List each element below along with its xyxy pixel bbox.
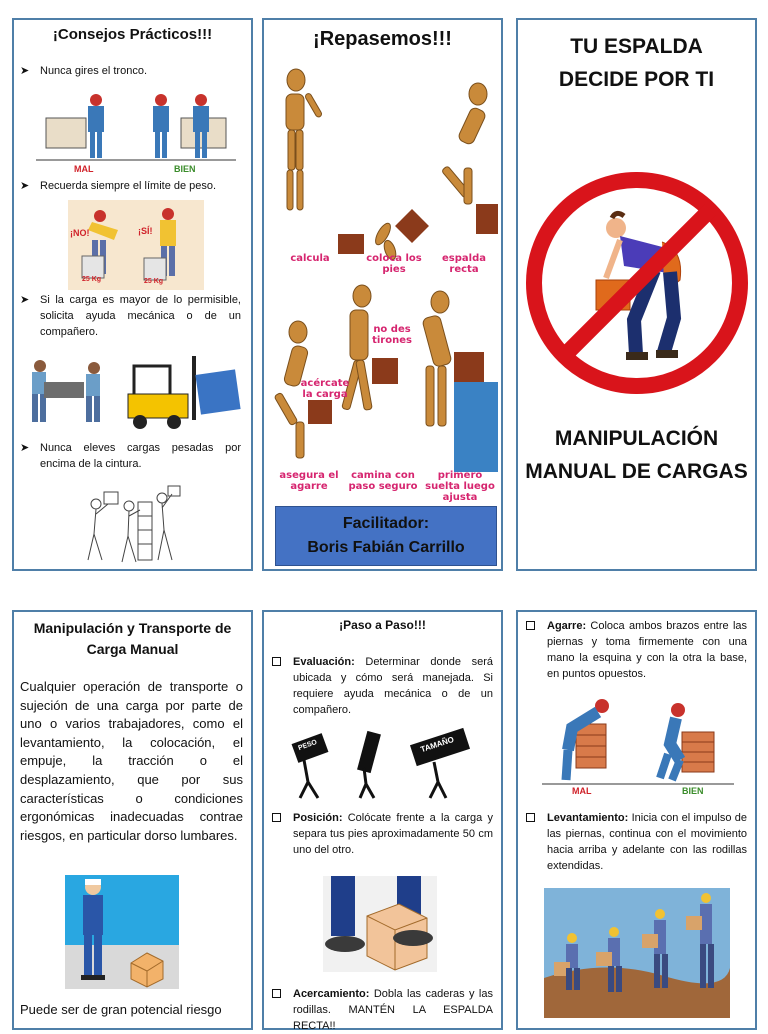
tip-item [20, 292, 241, 340]
step-text [547, 810, 747, 874]
tip-text: Si la carga es mayor de lo permisible, solicita ayuda mecánica o de un compañero. [40, 294, 241, 338]
step-text [293, 986, 493, 1034]
review-label-calcula: calcula [290, 253, 330, 264]
step-item [272, 654, 493, 718]
review-label-camina: camina con paso seguro [348, 470, 418, 492]
bien-label: BIEN [682, 786, 704, 796]
definition-text: Cualquier operación de transporte o sujeción de una carga por parte de uno o varios trabajadores, como el levantamiento, la colocación, el empuje, la tracción o el desplazamiento, que por sus características o condiciones ergonómicas inadecuadas contrae riesgos, en particular dorso lumbares. [20, 679, 243, 843]
step-item [272, 986, 493, 1034]
lifting-sequence-illustration [544, 888, 730, 1018]
tip-text: Nunca gires el tronco. [40, 65, 147, 77]
facilitador-box [275, 506, 497, 566]
arrow-bullet-icon: ➤ [20, 180, 30, 192]
step-text [293, 654, 493, 718]
panel-paso-a-paso [262, 610, 503, 1030]
review-label-espalda: espalda recta [442, 253, 486, 275]
step-body: Determinar donde será ubicada y cómo será manejada. Si requiere ayuda mecánica o de un compañero. [293, 656, 493, 716]
review-label-acercate: acércate la carga [300, 378, 350, 400]
arrow-bullet-icon: ➤ [20, 294, 30, 306]
footer-text: Puede ser de gran potencial riesgo [20, 1002, 222, 1017]
tip-item [20, 178, 241, 194]
bien-label: BIEN [174, 164, 196, 174]
peso-sign-label: PESO [297, 738, 319, 753]
facilitador-label: Facilitador: [342, 515, 430, 532]
review-label-asegura: asegura el agarre [279, 470, 339, 492]
checkbox-bullet-icon [272, 657, 281, 666]
grip-comparison-illustration [542, 694, 734, 794]
feet-position-illustration [323, 876, 437, 972]
panel-title: Manipulación y Transporte de Carga Manual [33, 620, 232, 657]
mal-label: MAL [572, 786, 592, 796]
step-label: Posición: [293, 812, 343, 824]
weight-label: 25 Kg [144, 278, 164, 285]
step-item [526, 810, 747, 874]
checkbox-bullet-icon [526, 621, 535, 630]
panel-definicion [12, 610, 253, 1030]
facilitador-name: Boris Fabián Carrillo [307, 539, 465, 556]
tip-item [20, 440, 241, 472]
weight-label: 25 Kg [82, 276, 102, 283]
tip-text: Nunca eleves cargas pesadas por encima de la cintura. [40, 442, 241, 470]
review-label-primero: primero suelta luego ajusta [425, 470, 495, 503]
overhead-lift-illustration [74, 484, 184, 564]
step-text [293, 810, 493, 858]
step-item [272, 810, 493, 858]
si-label: ¡SÍ! [138, 226, 153, 236]
review-row1-illustration [268, 64, 500, 254]
mal-label: MAL [74, 164, 94, 174]
cover-top-title: TU ESPALDA DECIDE POR TI [558, 35, 715, 91]
prohibited-lifting-sign-icon [524, 170, 750, 396]
worker-thinking-illustration [65, 875, 179, 989]
review-label-coloca: coloca los pies [366, 253, 422, 275]
step-body: Coloca ambos brazos entre las piernas y toma firmemente con una mano la esquina y con la otra la base, en puntos opuestos. [547, 620, 747, 680]
cover-bottom-title: MANIPULACIÓN MANUAL DE CARGAS [525, 427, 748, 483]
step-text [547, 618, 747, 682]
panel-consejos-practicos [12, 18, 253, 571]
review-label-nodes: no des tirones [372, 324, 412, 346]
step-body: Colócate frente a la carga y separa tus pies aproximadamente 50 cm uno del otro. [293, 812, 493, 856]
arrow-bullet-icon: ➤ [20, 442, 30, 454]
step-label: Acercamiento: [293, 988, 370, 1000]
panel-repasemos [262, 18, 503, 571]
checkbox-bullet-icon [526, 813, 535, 822]
twisting-workers-illustration [36, 88, 236, 178]
panel-title: ¡Paso a Paso!!! [339, 618, 426, 632]
step-item [526, 618, 747, 682]
panel-agarre-levantamiento [516, 610, 757, 1030]
tip-text: Recuerda siempre el límite de peso. [40, 180, 217, 192]
weight-limit-illustration [68, 200, 204, 290]
tip-item [20, 63, 241, 79]
step-label: Agarre: [547, 620, 587, 632]
review-row2-illustration [268, 282, 500, 472]
step-body: Inicia con el impulso de las piernas, continua con el movimiento hacia arriba y adelante con las rodillas extendidas. [547, 812, 747, 872]
panel-cover [516, 18, 757, 571]
mechanical-help-illustration [24, 352, 244, 432]
panel-title: ¡Repasemos!!! [313, 28, 452, 50]
no-label: ¡NO! [70, 228, 90, 238]
step-label: Evaluación: [293, 656, 355, 668]
step-body: Dobla las caderas y las rodillas. MANTÉN LA ESPALDA RECTA!! [293, 988, 493, 1032]
arrow-bullet-icon: ➤ [20, 65, 30, 77]
load-signs-illustration [284, 732, 484, 802]
panel-title: ¡Consejos Prácticos!!! [52, 26, 213, 43]
checkbox-bullet-icon [272, 813, 281, 822]
checkbox-bullet-icon [272, 989, 281, 998]
tamano-sign-label: TAMAÑO [419, 734, 456, 755]
step-label: Levantamiento: [547, 812, 629, 824]
